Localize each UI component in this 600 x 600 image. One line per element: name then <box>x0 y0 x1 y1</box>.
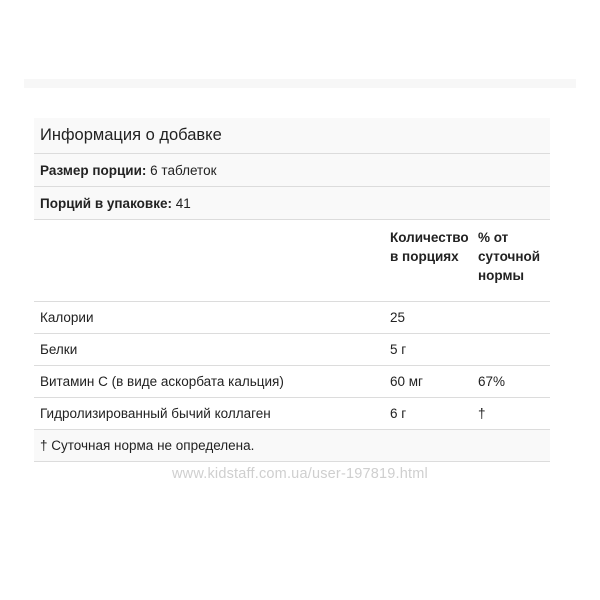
table-title-row <box>34 118 550 154</box>
table-row <box>34 366 550 398</box>
table-title: Информация о добавке <box>34 118 550 154</box>
column-header-row <box>34 220 550 302</box>
column-header-amount: Количество в порциях <box>384 220 472 302</box>
column-header-daily-value: % от суточной нормы <box>472 220 550 302</box>
nutrient-amount: 5 г <box>384 334 472 366</box>
nutrient-daily-value: † <box>472 398 550 430</box>
nutrient-amount: 6 г <box>384 398 472 430</box>
serving-size-label: Размер порции: <box>40 162 147 178</box>
footnote-row <box>34 430 550 462</box>
serving-size-value: 6 таблеток <box>150 162 217 178</box>
column-header-name <box>34 220 384 302</box>
table-row <box>34 302 550 334</box>
nutrient-daily-value: 67% <box>472 366 550 398</box>
servings-per-container-label: Порций в упаковке: <box>40 195 172 211</box>
table-row <box>34 334 550 366</box>
nutrient-name: Белки <box>34 334 384 366</box>
nutrient-name: Витамин С (в виде аскорбата кальция) <box>34 366 384 398</box>
nutrient-name: Калории <box>34 302 384 334</box>
nutrient-amount: 25 <box>384 302 472 334</box>
nutrient-daily-value <box>472 302 550 334</box>
top-separator-band <box>24 79 576 88</box>
nutrient-daily-value <box>472 334 550 366</box>
servings-per-container-row <box>34 187 550 220</box>
footnote: † Суточная норма не определена. <box>34 430 550 462</box>
watermark-url: www.kidstaff.com.ua/user-197819.html <box>172 466 428 482</box>
servings-per-container-value: 41 <box>175 195 191 211</box>
serving-size-row <box>34 154 550 187</box>
nutrient-amount: 60 мг <box>384 366 472 398</box>
supplement-facts-table <box>34 118 550 462</box>
table-row <box>34 398 550 430</box>
nutrient-name: Гидролизированный бычий коллаген <box>34 398 384 430</box>
